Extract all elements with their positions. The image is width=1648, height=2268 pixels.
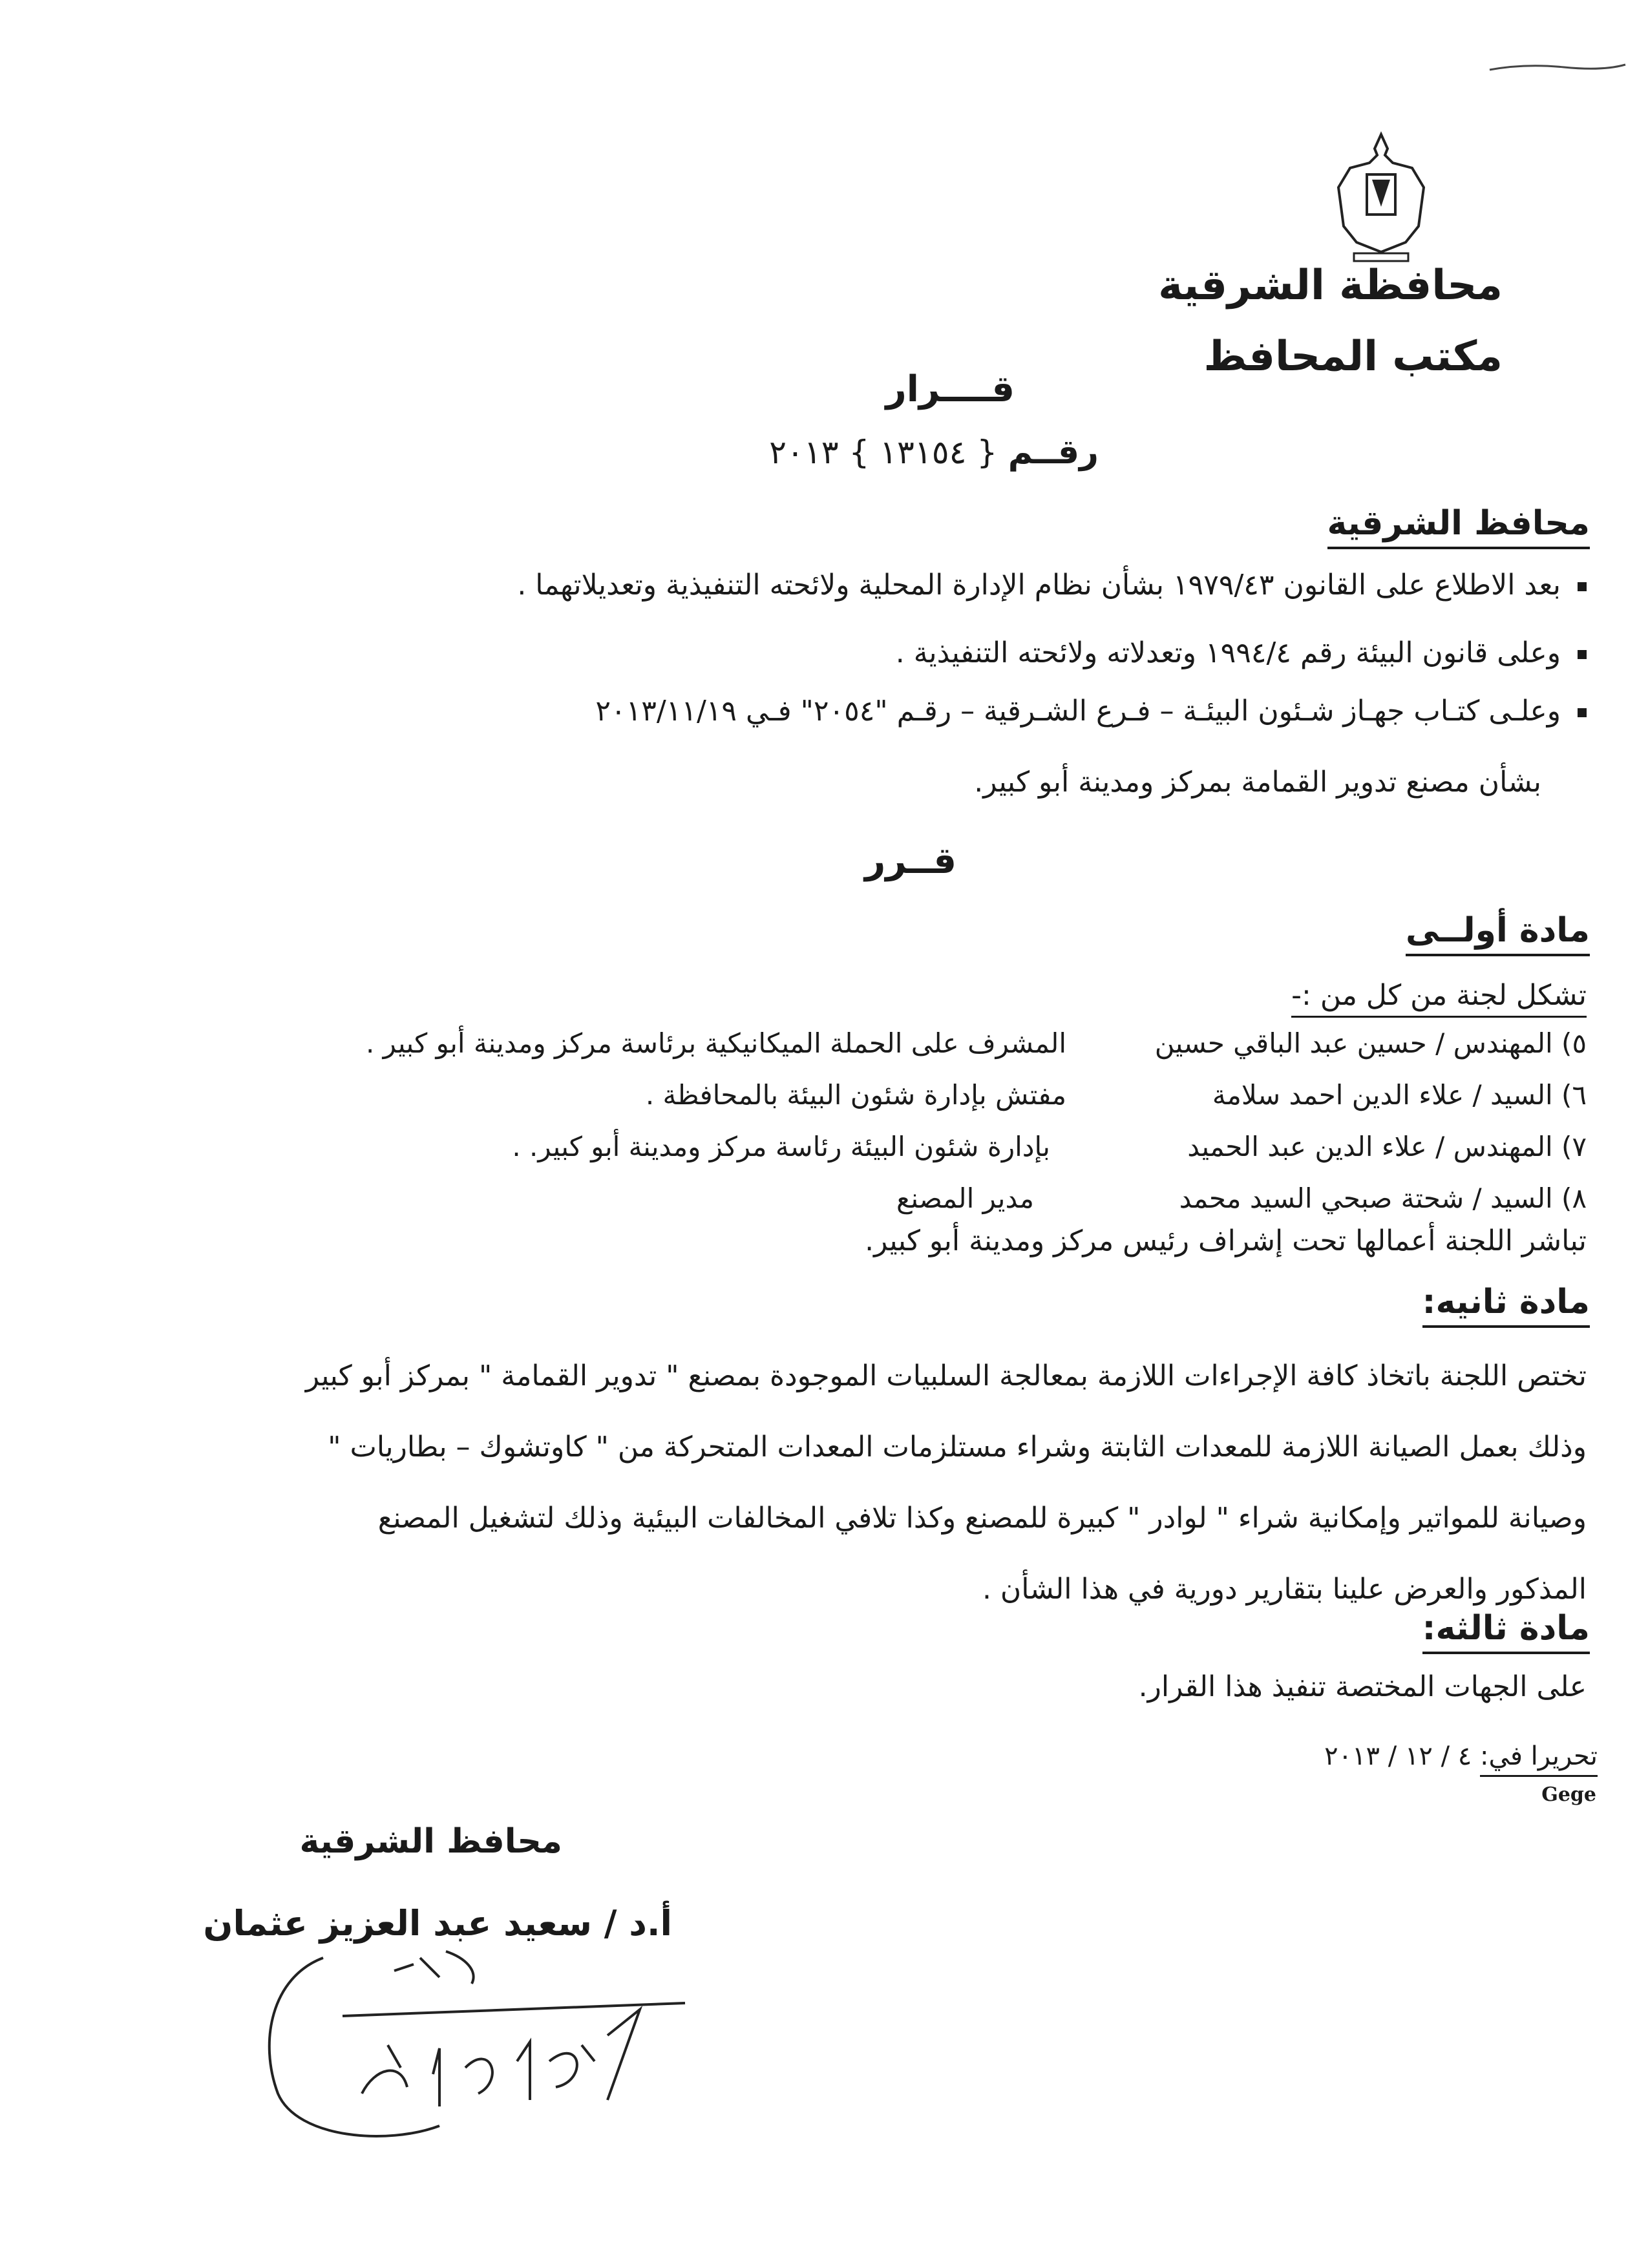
preamble-continuation: بشأن مصنع تدوير القمامة بمركز ومدينة أبو كبير. — [974, 766, 1541, 799]
member-number: ٥) — [1561, 1027, 1587, 1059]
dated-date: ٤ / ١٢ / ٢٠١٣ — [1324, 1741, 1472, 1771]
signatory-name: أ.د / سعيد عبد العزيز عثمان — [203, 1903, 672, 1944]
resolution-heading: قــرر — [864, 840, 956, 882]
eagle-emblem-icon — [1335, 129, 1428, 265]
article3-text: على الجهات المختصة تنفيذ هذا القرار. — [1138, 1670, 1587, 1703]
article1-intro: تشكل لجنة من كل من :- — [1291, 979, 1587, 1018]
article1-closing: تباشر اللجنة أعمالها تحت إشراف رئيس مركز ومدينة أبو كبير. — [865, 1224, 1587, 1257]
article2-line: وذلك بعمل الصيانة اللازمة للمعدات الثابتة وشراء مستلزمات المعدات المتحركة من " كاوتشوك – بطاريات " — [328, 1431, 1587, 1464]
member-row — [1179, 1182, 1587, 1214]
bullet-icon — [1578, 708, 1587, 717]
preamble-bullet — [61, 636, 1587, 669]
signatory-title: محافظ الشرقية — [299, 1822, 562, 1861]
bullet-icon — [1578, 650, 1587, 659]
member-name: السيد / علاء الدين احمد سلامة — [1212, 1079, 1553, 1111]
member-role: مدير المصنع — [896, 1182, 1034, 1214]
handwritten-signature — [246, 1932, 711, 2145]
member-role: المشرف على الحملة الميكانيكية برئاسة مركز ومدينة أبو كبير . — [365, 1027, 1066, 1059]
bullet-icon — [1578, 582, 1587, 591]
dated-line — [1324, 1741, 1598, 1771]
decision-title: قــــرار — [885, 368, 1015, 410]
member-row — [1187, 1131, 1587, 1162]
office-name: مكتب المحافظ — [1203, 333, 1503, 381]
member-name: السيد / شحتة صبحي السيد محمد — [1179, 1182, 1553, 1214]
margin-scribble — [1486, 58, 1629, 78]
member-name: المهندس / علاء الدين عبد الحميد — [1187, 1131, 1553, 1162]
article2-body — [61, 1341, 1587, 1625]
preamble-bullet — [61, 695, 1587, 728]
article2-line: وصيانة للمواتير وإمكانية شراء " لوادر " كبيرة للمصنع وكذا تلافي المخالفات البيئية وذلك لتشغيل المصنع — [377, 1502, 1587, 1535]
member-row — [1155, 1027, 1587, 1059]
member-number: ٨) — [1561, 1182, 1587, 1214]
member-number: ٧) — [1561, 1131, 1587, 1162]
preamble-bullet — [61, 569, 1587, 602]
decision-number: { ١٣١٥٤ } ٢٠١٣ — [769, 434, 998, 471]
article2-line: تختص اللجنة باتخاذ كافة الإجراءات اللازمة بمعالجة السلبيات الموجودة بمصنع " تدوير القمامة " بمركز أبو كبير — [305, 1360, 1587, 1392]
committee-members — [61, 1027, 1587, 1247]
member-role: مفتش بإدارة شئون البيئة بالمحافظة . — [645, 1079, 1066, 1111]
member-row — [1212, 1079, 1587, 1111]
dated-label: تحريرا في: — [1480, 1741, 1598, 1777]
member-role: بإدارة شئون البيئة رئاسة مركز ومدينة أبو كبير. . — [512, 1131, 1050, 1162]
member-number: ٦) — [1561, 1079, 1587, 1111]
article3-heading: مادة ثالثه: — [1422, 1609, 1590, 1654]
decision-number-line — [769, 433, 1099, 472]
article2-heading: مادة ثانيه: — [1422, 1283, 1590, 1328]
decision-number-label: رقــم — [1008, 433, 1099, 472]
preamble-authority: محافظ الشرقية — [1327, 504, 1590, 549]
preamble-bullet-text: وعلى قانون البيئة رقم ١٩٩٤/٤ وتعدلاته ولائحته التنفيذية . — [895, 636, 1561, 669]
article2-line: المذكور والعرض علينا بتقارير دورية في هذا الشأن . — [982, 1573, 1587, 1606]
member-name: المهندس / حسين عبد الباقي حسين — [1154, 1027, 1553, 1059]
governorate-name: محافظة الشرقية — [1158, 262, 1503, 310]
preamble-bullet-text: بعد الاطلاع على القانون ١٩٧٩/٤٣ بشأن نظام الإدارة المحلية ولائحته التنفيذية وتعديلاتهما . — [517, 569, 1561, 602]
preamble-bullet-text: وعلـى كتـاب جهـاز شـئون البيئـة – فـرع الشـرقية – رقـم "٢٠٥٤" فـي ٢٠١٣/١١/١٩ — [595, 695, 1561, 728]
article1-heading: مادة أولــى — [1406, 911, 1590, 956]
typist-initials: Gege — [1541, 1783, 1596, 1806]
